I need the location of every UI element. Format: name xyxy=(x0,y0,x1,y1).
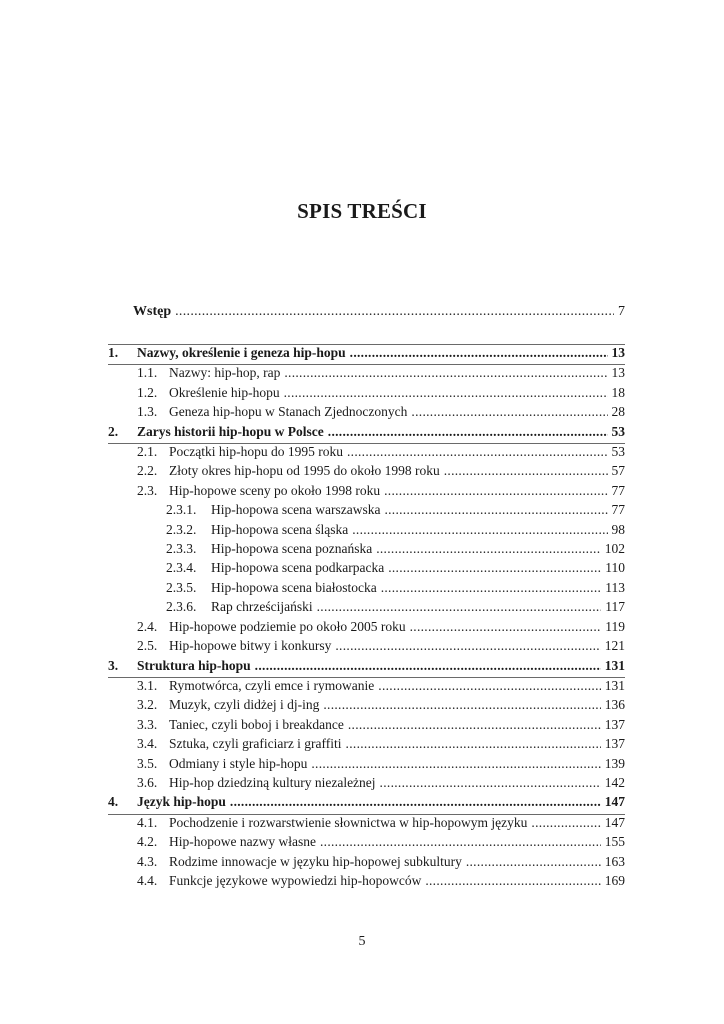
toc-entry-page: 13 xyxy=(611,345,625,360)
toc-entry-title: Złoty okres hip-hopu od 1995 do około 1998 roku xyxy=(169,463,440,479)
toc-entry-page: 137 xyxy=(604,716,625,732)
toc-entry-page: 102 xyxy=(604,541,625,557)
toc-section-row xyxy=(108,444,625,463)
toc-leader-dots xyxy=(376,541,601,557)
toc-entry-number: 1.2. xyxy=(137,384,158,400)
toc-leader-dots xyxy=(347,444,608,460)
toc-entry-number: 3.2. xyxy=(137,697,158,713)
toc-entry-number: 3.3. xyxy=(137,716,158,732)
toc-intro-page: 7 xyxy=(618,304,625,319)
toc-entry-title: Hip-hopowe nazwy własne xyxy=(169,834,316,850)
toc-leader-dots xyxy=(384,502,607,518)
toc-entry-page: 137 xyxy=(604,736,625,752)
toc-chapter-row xyxy=(108,424,625,444)
toc-entry-page: 155 xyxy=(604,834,625,850)
toc-entry-number: 2.3.2. xyxy=(166,521,197,537)
toc-section-row xyxy=(108,756,625,775)
toc-entry-number: 2.3. xyxy=(137,482,158,498)
toc-entry-number: 2.4. xyxy=(137,618,158,634)
toc-entry-title: Hip-hopowa scena białostocka xyxy=(211,579,377,595)
toc-entry-title: Zarys historii hip-hopu w Polsce xyxy=(137,423,324,439)
toc-entry-title: Geneza hip-hopu w Stanach Zjednoczonych xyxy=(169,404,408,420)
toc-section-row xyxy=(108,697,625,716)
toc-leader-dots xyxy=(350,345,608,361)
toc-entry-title: Muzyk, czyli didżej i dj-ing xyxy=(169,697,320,713)
toc-entry-number: 3.4. xyxy=(137,736,158,752)
toc-entry-title: Nazwy, określenie i geneza hip-hopu xyxy=(137,345,346,360)
toc-entry-number: 1.3. xyxy=(137,404,158,420)
toc-subsection-row xyxy=(108,522,625,541)
toc-entry-number: 1. xyxy=(108,345,119,360)
toc-leader-dots xyxy=(425,873,600,889)
toc-entry-page: 163 xyxy=(604,853,625,869)
toc-entry-number: 2.5. xyxy=(137,638,158,654)
toc-entry-title: Język hip-hopu xyxy=(137,794,226,810)
toc-entry-number: 2. xyxy=(108,423,119,439)
toc-entry-page: 53 xyxy=(611,423,625,439)
toc-entry-number: 3.1. xyxy=(137,677,158,693)
toc-section-row xyxy=(108,678,625,697)
toc-leader-dots xyxy=(320,834,601,850)
toc-chapter-row xyxy=(108,658,625,678)
toc-section-row xyxy=(108,365,625,384)
toc-entry-page: 142 xyxy=(604,774,625,790)
toc-section-row xyxy=(108,815,625,834)
toc-leader-dots xyxy=(230,794,601,810)
toc-leader-dots xyxy=(284,385,608,401)
toc-entry-page: 119 xyxy=(605,618,625,634)
toc-entry-title: Funkcje językowe wypowiedzi hip-hopowców xyxy=(169,872,422,888)
toc-entry-title: Hip-hopowe sceny po około 1998 roku xyxy=(169,482,381,498)
toc-leader-dots xyxy=(444,463,608,479)
toc-entry-title: Hip-hopowe bitwy i konkursy xyxy=(169,638,332,654)
toc-subsection-row xyxy=(108,541,625,560)
toc-entry-title: Określenie hip-hopu xyxy=(169,384,280,400)
toc-entry-number: 4.2. xyxy=(137,834,158,850)
toc-section-row xyxy=(108,483,625,502)
toc-section-row xyxy=(108,385,625,404)
toc-entry-page: 117 xyxy=(605,599,625,615)
toc-entry-title: Hip-hopowa scena warszawska xyxy=(211,502,381,518)
toc-entry-number: 1.1. xyxy=(137,365,158,381)
toc-leader-dots xyxy=(348,717,601,733)
toc-leader-dots xyxy=(317,599,602,615)
toc-section-row xyxy=(108,775,625,794)
toc-entry-title: Rodzime innowacje w języku hip-hopowej subkultury xyxy=(169,853,462,869)
toc-leader-dots xyxy=(323,697,600,713)
toc-entry-title: Odmiany i style hip-hopu xyxy=(169,755,308,771)
toc-entry-page: 13 xyxy=(611,365,625,381)
toc-leader-dots xyxy=(175,304,614,320)
toc-entry-page: 131 xyxy=(604,677,625,693)
toc-leader-dots xyxy=(384,483,607,499)
toc-section-row xyxy=(108,717,625,736)
toc-entry-number: 4.1. xyxy=(137,814,158,830)
toc-entry-page: 113 xyxy=(605,579,625,595)
toc-chapter-row xyxy=(108,794,625,814)
toc-subsection-row xyxy=(108,560,625,579)
toc-leader-dots xyxy=(466,854,601,870)
toc-intro-label: Wstęp xyxy=(133,304,172,319)
toc-entry-page: 147 xyxy=(604,794,625,810)
toc-leader-dots xyxy=(352,522,607,538)
toc-entry-number: 2.3.3. xyxy=(166,541,197,557)
toc-section-row xyxy=(108,404,625,423)
toc-leader-dots xyxy=(346,736,601,752)
toc-entry-number: 2.1. xyxy=(137,444,158,460)
toc-entry-page: 98 xyxy=(611,521,625,537)
page-title: SPIS TREŚCI xyxy=(297,199,427,223)
toc-entry-number: 2.3.1. xyxy=(166,502,197,518)
toc-entry-title: Początki hip-hopu do 1995 roku xyxy=(169,444,343,460)
toc-leader-dots xyxy=(411,404,607,420)
toc-entry-number: 3.6. xyxy=(137,774,158,790)
toc-entry-number: 4.4. xyxy=(137,872,158,888)
toc-entry-page: 110 xyxy=(605,560,625,576)
toc-entry-title: Rymotwórca, czyli emce i rymowanie xyxy=(169,677,375,693)
toc-leader-dots xyxy=(380,775,601,791)
toc-intro-row xyxy=(133,304,625,324)
toc-entry-number: 2.3.6. xyxy=(166,599,197,615)
toc-subsection-row xyxy=(108,502,625,521)
toc-leader-dots xyxy=(378,678,600,694)
toc-subsection-row xyxy=(108,580,625,599)
toc-entry-title: Nazwy: hip-hop, rap xyxy=(169,365,281,381)
toc-entry-number: 2.2. xyxy=(137,463,158,479)
toc-leader-dots xyxy=(255,658,601,674)
toc-entry-page: 77 xyxy=(611,502,625,518)
toc-leader-dots xyxy=(328,424,608,440)
toc-entry-page: 139 xyxy=(604,755,625,771)
toc-entry-number: 4.3. xyxy=(137,853,158,869)
toc-entry-page: 77 xyxy=(611,482,625,498)
toc-entry-number: 4. xyxy=(108,794,119,810)
toc-entry-title: Pochodzenie i rozwarstwienie słownictwa w hip-hopowym języku xyxy=(169,814,528,830)
toc-entry-title: Hip-hop dziedziną kultury niezależnej xyxy=(169,774,376,790)
toc-entry-number: 2.3.4. xyxy=(166,560,197,576)
toc-chapter-row xyxy=(108,344,625,365)
toc-entry-page: 169 xyxy=(604,872,625,888)
toc-entry-title: Hip-hopowa scena śląska xyxy=(211,521,349,537)
toc-entry-title: Hip-hopowa scena poznańska xyxy=(211,541,373,557)
toc-section-row xyxy=(108,619,625,638)
toc-section-row xyxy=(108,638,625,657)
toc-leader-dots xyxy=(388,560,601,576)
toc-entry-page: 28 xyxy=(611,404,625,420)
toc-entry-number: 2.3.5. xyxy=(166,579,197,595)
table-of-contents xyxy=(108,344,625,892)
toc-section-row xyxy=(108,854,625,873)
toc-leader-dots xyxy=(311,756,600,772)
toc-subsection-row xyxy=(108,599,625,618)
toc-entry-page: 121 xyxy=(604,638,625,654)
toc-entry-title: Rap chrześcijański xyxy=(211,599,313,615)
toc-entry-title: Taniec, czyli boboj i breakdance xyxy=(169,716,344,732)
toc-entry-page: 18 xyxy=(611,384,625,400)
toc-leader-dots xyxy=(335,638,600,654)
toc-leader-dots xyxy=(410,619,602,635)
toc-leader-dots xyxy=(531,815,600,831)
toc-leader-dots xyxy=(381,580,602,596)
toc-entry-number: 3. xyxy=(108,657,119,673)
toc-entry-page: 57 xyxy=(611,463,625,479)
toc-section-row xyxy=(108,834,625,853)
toc-entry-title: Hip-hopowa scena podkarpacka xyxy=(211,560,385,576)
toc-entry-page: 53 xyxy=(611,444,625,460)
toc-entry-title: Struktura hip-hopu xyxy=(137,657,251,673)
toc-section-row xyxy=(108,736,625,755)
toc-entry-number: 3.5. xyxy=(137,755,158,771)
toc-section-row xyxy=(108,873,625,892)
toc-entry-page: 136 xyxy=(604,697,625,713)
toc-entry-title: Hip-hopowe podziemie po około 2005 roku xyxy=(169,618,406,634)
toc-entry-title: Sztuka, czyli graficiarz i graffiti xyxy=(169,736,342,752)
page-number: 5 xyxy=(358,934,366,949)
toc-leader-dots xyxy=(284,365,607,381)
toc-section-row xyxy=(108,463,625,482)
toc-entry-page: 147 xyxy=(604,814,625,830)
toc-entry-page: 131 xyxy=(604,657,625,673)
